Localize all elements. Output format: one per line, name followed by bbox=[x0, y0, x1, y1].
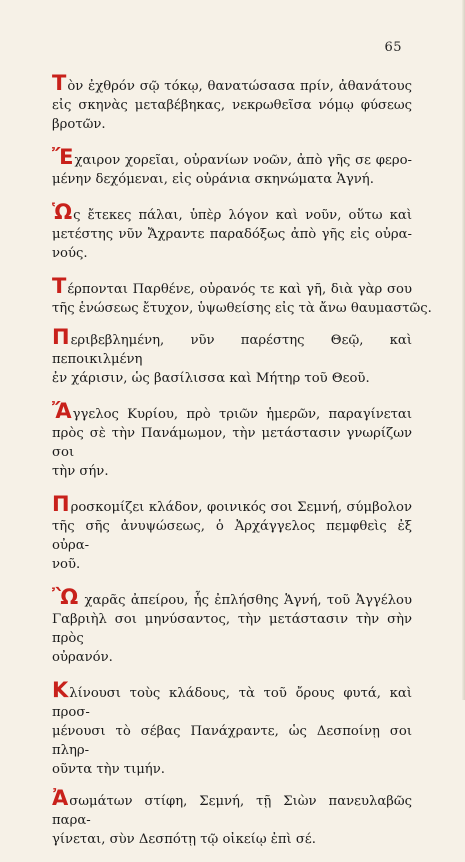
stanza-5 bbox=[52, 327, 412, 388]
stanza-2 bbox=[52, 147, 412, 189]
hymn-text bbox=[52, 71, 432, 862]
line-text: εριβεβλημένη, νῦν παρέστης Θεῷ, καὶ πεποικιλμένη bbox=[52, 333, 412, 367]
line-text: ς ἔτεκες πάλαι, ὑπὲρ λόγον καὶ νοῦν, οὕτω καὶ bbox=[73, 208, 412, 223]
stanza-line bbox=[52, 788, 412, 830]
drop-initial: Ἀ bbox=[52, 786, 69, 810]
stanza-line: εἰς σκηνὰς μεταβέβηκας, νεκρωθεῖσα νόμῳ φύσεως bbox=[52, 98, 412, 113]
line-text: σωμάτων στίφη, Σεμνή, τῇ Σιὼν πανευλαβῶς παρα- bbox=[52, 794, 412, 828]
page-number: 65 bbox=[384, 40, 402, 55]
line-text: γγελος Κυρίου, πρὸ τριῶν ἡμερῶν, παραγίνεται bbox=[72, 407, 412, 422]
drop-initial: Ὡ bbox=[52, 200, 73, 224]
drop-initial: Ἄ bbox=[52, 399, 72, 423]
drop-initial: Ἔ bbox=[52, 145, 74, 169]
stanza-line bbox=[52, 494, 412, 517]
line-text: χαιρον χορεῖαι, οὐρανίων νοῶν, ἀπὸ γῆς σε φερο- bbox=[74, 153, 412, 168]
stanza-line bbox=[52, 587, 412, 610]
drop-initial: Τ bbox=[52, 71, 67, 95]
drop-initial: Τ bbox=[52, 274, 67, 298]
stanza-line: μετέστης νῦν Ἄχραντε παραδόξως ἀπὸ γῆς εἰς οὐρα- bbox=[52, 227, 412, 242]
stanza-6 bbox=[52, 401, 412, 481]
stanza-8 bbox=[52, 587, 412, 667]
stanza-7 bbox=[52, 494, 412, 574]
stanza-line: ἐν χάρισιν, ὡς βασίλισσα καὶ Μήτηρ τοῦ Θεοῦ. bbox=[52, 371, 370, 386]
stanza-line bbox=[52, 73, 412, 96]
stanza-line: νοῦ. bbox=[52, 557, 81, 572]
stanza-line bbox=[52, 276, 412, 299]
drop-initial: Ὢ bbox=[52, 585, 79, 609]
stanza-line: τῆς ἑνώσεως ἔτυχον, ὑψωθείσης εἰς τὰ ἄνω θαυμαστῶς. bbox=[52, 301, 432, 316]
stanza-line: οὐρανόν. bbox=[52, 650, 113, 665]
line-text: ὸν ἐχθρόν σῷ τόκῳ, θανατώσασα πρίν, ἀθανάτους bbox=[67, 79, 412, 94]
stanza-line bbox=[52, 202, 412, 225]
line-text: ροσκομίζει κλάδον, φοινικός σοι Σεμνή, σύμβολον bbox=[70, 500, 412, 515]
stanza-line: τῆς σῆς ἀνυψώσεως, ὁ Ἀρχάγγελος πεμφθεὶς ἐξ οὐρα- bbox=[52, 519, 412, 553]
stanza-4 bbox=[52, 274, 432, 318]
stanza-line bbox=[52, 680, 412, 722]
stanza-line bbox=[52, 401, 412, 424]
drop-initial: Π bbox=[52, 492, 70, 516]
stanza-1 bbox=[52, 73, 412, 134]
drop-initial: Κ bbox=[52, 678, 69, 702]
stanza-line: Γαβριὴλ σοι μηνύσαντος, τὴν μετάστασιν τὴν σὴν πρὸς bbox=[52, 612, 412, 646]
stanza-line: πρὸς σὲ τὴν Πανάμωμον, τὴν μετάστασιν γνωρίζων σοι bbox=[52, 426, 412, 460]
stanza-line bbox=[52, 147, 412, 170]
stanza-line bbox=[52, 327, 412, 369]
stanza-line: τὴν σήν. bbox=[52, 464, 109, 479]
stanza-10 bbox=[52, 788, 412, 849]
stanza-9 bbox=[52, 680, 412, 779]
stanza-line: οῦντα τὴν τιμήν. bbox=[52, 762, 165, 777]
stanza-line: βροτῶν. bbox=[52, 117, 106, 132]
line-text: έρπονται Παρθένε, οὐρανός τε καὶ γῆ, διὰ γὰρ σου bbox=[67, 282, 412, 297]
drop-initial: Π bbox=[52, 325, 70, 349]
line-text: λίνουσι τοὺς κλάδους, τὰ τοῦ ὄρους φυτά, καὶ προσ- bbox=[52, 686, 412, 720]
stanza-line: μένουσι τὸ σέβας Πανάχραντε, ὡς Δεσποίνῃ σοι πληρ- bbox=[52, 724, 412, 758]
stanza-3 bbox=[52, 202, 412, 263]
line-text: χαρᾶς ἀπείρου, ἧς ἐπλήσθης Ἁγνή, τοῦ Ἀγγέλου bbox=[79, 593, 412, 608]
stanza-line: μένην δεχόμεναι, εἰς οὐράνια σκηνώματα Ἁγνή. bbox=[52, 172, 374, 187]
stanza-line: γίνεται, σὺν Δεσπότῃ τῷ οἰκείῳ ἐπὶ σέ. bbox=[52, 832, 316, 847]
stanza-line: νούς. bbox=[52, 246, 88, 261]
